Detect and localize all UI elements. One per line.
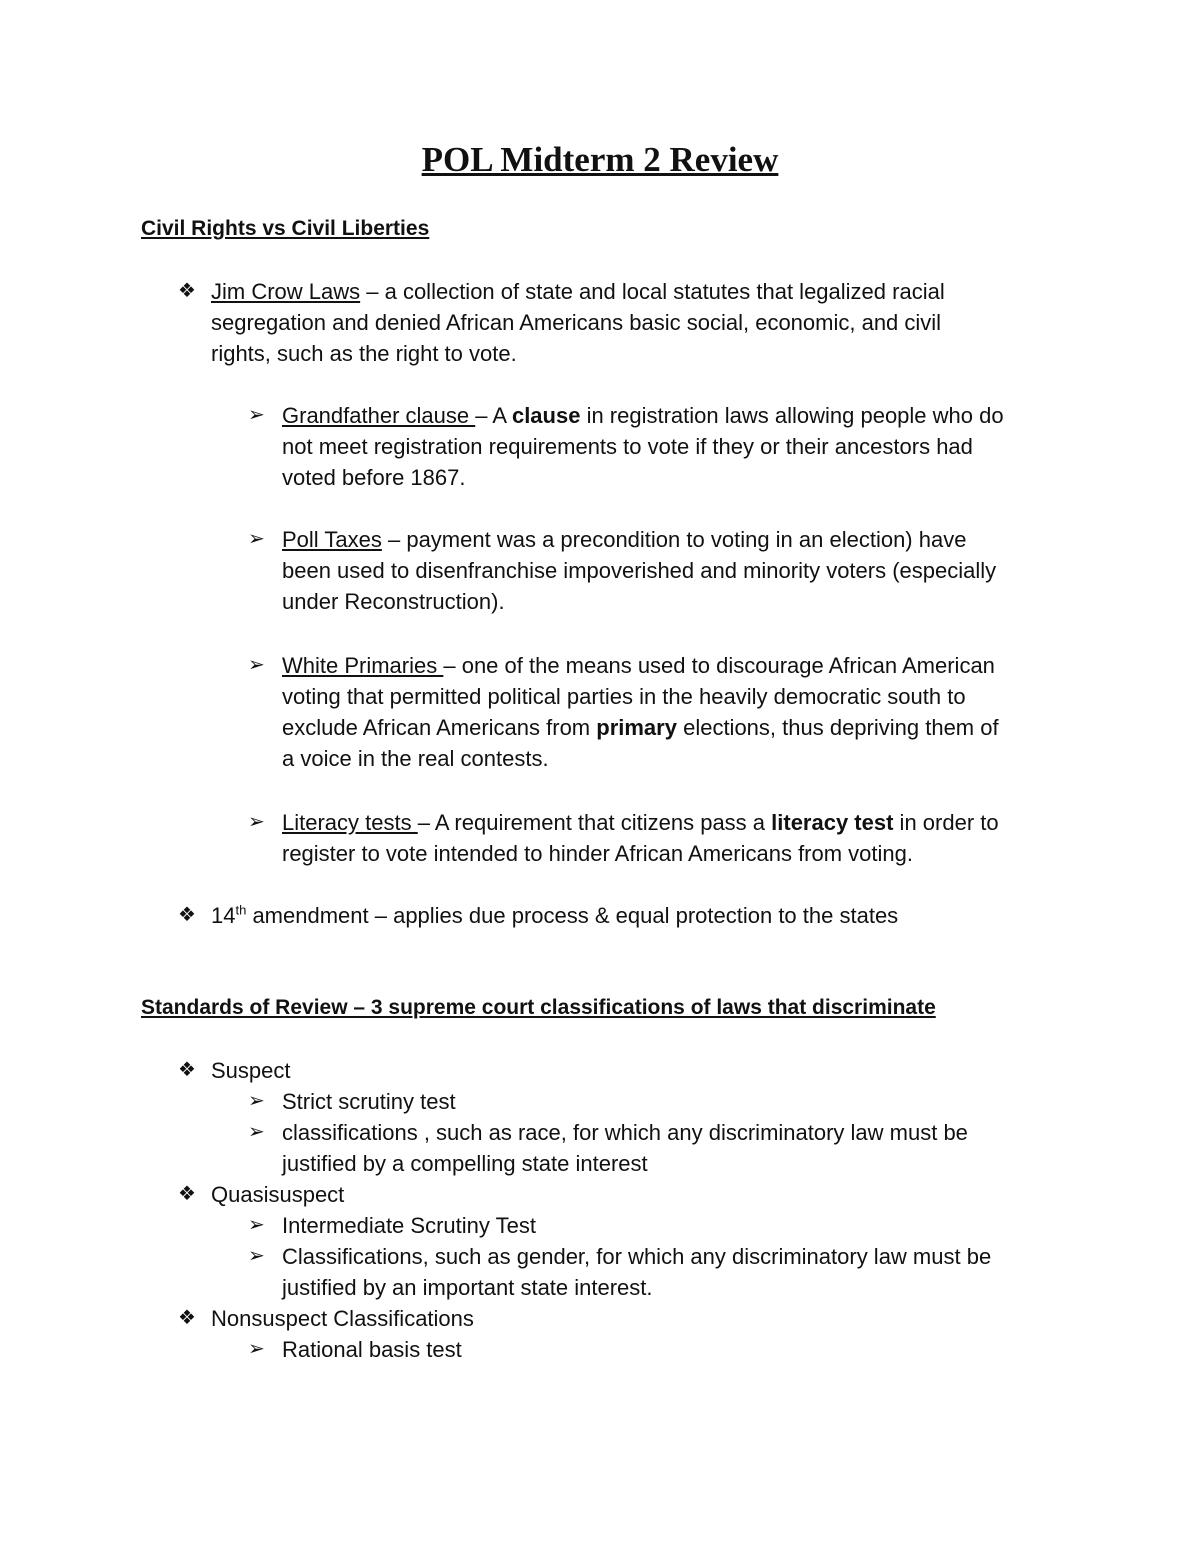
arrow-bullet-icon: ➢ [248, 1090, 265, 1112]
white-primaries-bold: primary [596, 715, 677, 740]
poll-taxes-line-2: been used to disenfranchise impoverished and minority voters (especially [282, 558, 997, 583]
list-item-literacy-tests [282, 807, 999, 838]
grandfather-text-b: in registration laws allowing people who do [580, 403, 1004, 428]
page-title: POL Midterm 2 Review [421, 140, 779, 179]
jim-crow-text: – a collection of state and local statutes that legalized racial [360, 279, 945, 304]
term-grandfather-clause: Grandfather clause [282, 403, 476, 428]
term-literacy-tests: Literacy tests [282, 810, 418, 835]
literacy-line-2: register to vote intended to hinder African Americans from voting. [282, 841, 913, 866]
arrow-bullet-icon: ➢ [248, 1214, 265, 1236]
literacy-text-a: – A requirement that citizens pass a [417, 810, 772, 835]
quasisuspect-sub-2: Classifications, such as gender, for which any discriminatory law must be [282, 1244, 992, 1269]
list-item-14th-amendment [211, 900, 898, 931]
jim-crow-line-2: segregation and denied African Americans basic social, economic, and civil [211, 310, 942, 335]
nonsuspect-sub-1: Rational basis test [282, 1337, 462, 1362]
amendment-suffix: th [235, 902, 247, 918]
arrow-bullet-icon: ➢ [248, 1245, 265, 1267]
suspect-sub-2-line-2: justified by a compelling state interest [282, 1151, 648, 1176]
white-primaries-text-a: exclude African Americans from [282, 715, 597, 740]
grandfather-line-3: voted before 1867. [282, 465, 466, 490]
diamond-bullet-icon: ❖ [178, 1307, 196, 1329]
poll-taxes-line-3: under Reconstruction). [282, 589, 505, 614]
term-white-primaries: White Primaries [282, 653, 444, 678]
grandfather-bold: clause [511, 403, 581, 428]
arrow-bullet-icon: ➢ [248, 1121, 265, 1143]
arrow-bullet-icon: ➢ [248, 404, 265, 426]
grandfather-text-a: – A [475, 403, 512, 428]
list-item-nonsuspect: Nonsuspect Classifications [211, 1306, 474, 1331]
white-primaries-text-b: elections, thus depriving them of [676, 715, 999, 740]
term-jim-crow: Jim Crow Laws [211, 279, 361, 304]
diamond-bullet-icon: ❖ [178, 1183, 196, 1205]
list-item-grandfather-clause [282, 400, 1004, 431]
white-primaries-line-2: voting that permitted political parties in the heavily democratic south to [282, 684, 966, 709]
section-heading-civil-rights: Civil Rights vs Civil Liberties [141, 217, 430, 240]
list-item-suspect: Suspect [211, 1058, 291, 1083]
suspect-sub-1: Strict scrutiny test [282, 1089, 456, 1114]
list-item-poll-taxes [282, 524, 966, 555]
diamond-bullet-icon: ❖ [178, 280, 196, 302]
jim-crow-line-3: rights, such as the right to vote. [211, 341, 517, 366]
suspect-sub-2: classifications , such as race, for which any discriminatory law must be [282, 1120, 968, 1145]
white-primaries-text: – one of the means used to discourage African American [443, 653, 995, 678]
amendment-text: amendment – applies due process & equal protection to the states [246, 903, 899, 928]
poll-taxes-text: – payment was a precondition to voting in an election) have [381, 527, 967, 552]
list-item-quasisuspect: Quasisuspect [211, 1182, 345, 1207]
literacy-text-b: in order to [893, 810, 999, 835]
quasisuspect-sub-1: Intermediate Scrutiny Test [282, 1213, 536, 1238]
arrow-bullet-icon: ➢ [248, 811, 265, 833]
arrow-bullet-icon: ➢ [248, 1338, 265, 1360]
white-primaries-line-4: a voice in the real contests. [282, 746, 549, 771]
grandfather-line-2: not meet registration requirements to vote if they or their ancestors had [282, 434, 973, 459]
arrow-bullet-icon: ➢ [248, 528, 265, 550]
amendment-number: 14 [211, 903, 236, 928]
diamond-bullet-icon: ❖ [178, 904, 196, 926]
white-primaries-line-3 [282, 712, 999, 743]
section-heading-standards-of-review: Standards of Review – 3 supreme court classifications of laws that discriminate [141, 996, 936, 1019]
list-item-jim-crow [211, 276, 945, 307]
arrow-bullet-icon: ➢ [248, 654, 265, 676]
term-poll-taxes: Poll Taxes [282, 527, 382, 552]
diamond-bullet-icon: ❖ [178, 1059, 196, 1081]
literacy-bold: literacy test [771, 810, 894, 835]
quasisuspect-sub-2-line-2: justified by an important state interest. [282, 1275, 653, 1300]
list-item-white-primaries [282, 650, 995, 681]
